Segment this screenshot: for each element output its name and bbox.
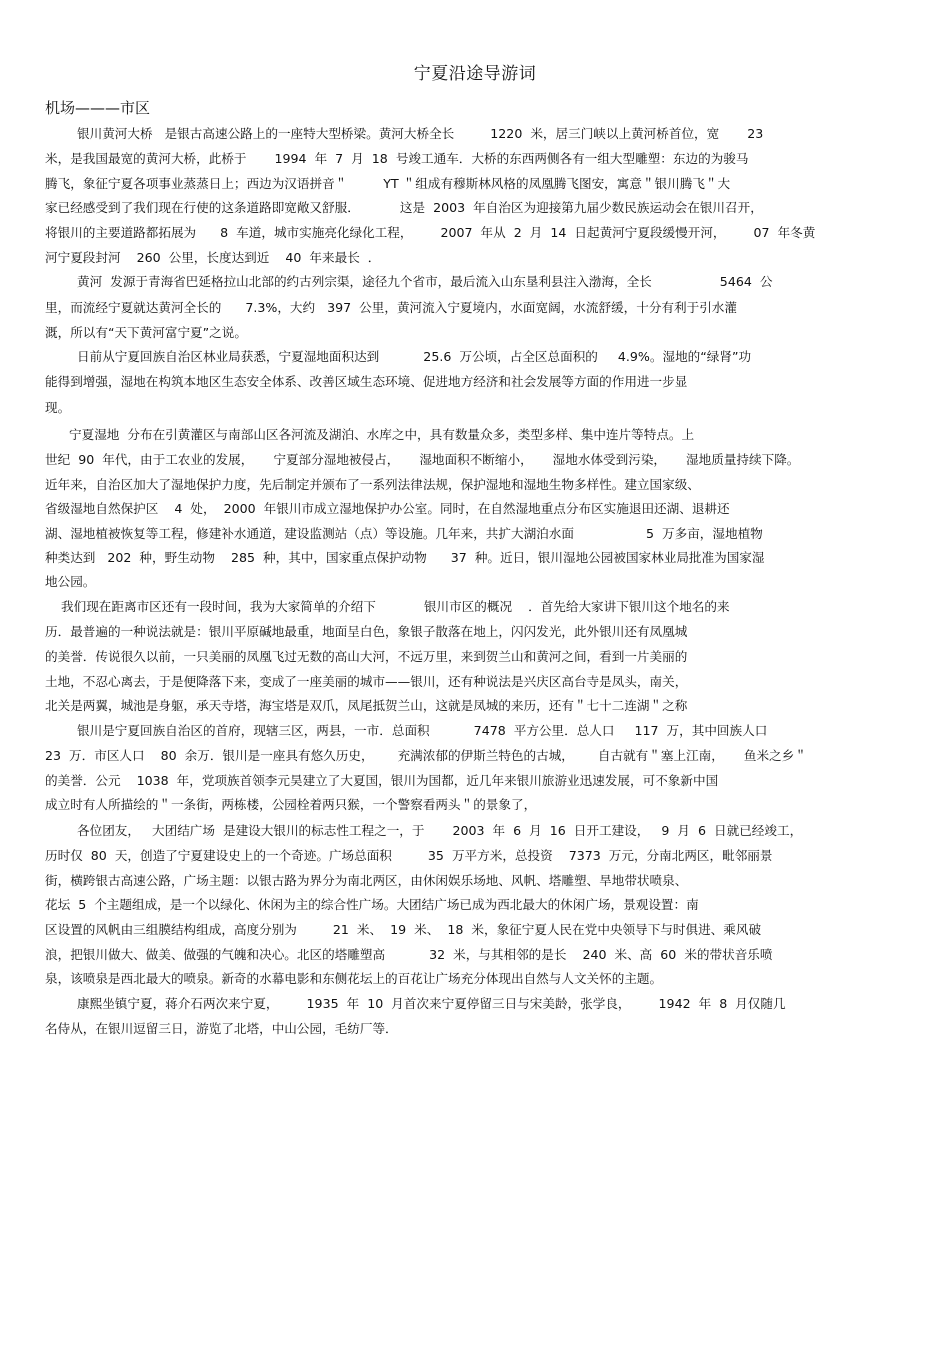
paragraph-line: 历．最普遍的一种说法就是：银川平原碱地最重，地面呈白色，象银子散落在地上，闪闪发光，此外银川还有凤凰城 [45, 624, 688, 639]
paragraph-line: 能得到增强，湿地在构筑本地区生态安全体系、改善区域生态环境、促进地方经济和社会发展等方面的作用进一步显 [45, 374, 688, 389]
paragraph-line: 花坛 5 个主题组成，是一个以绿化、休闲为主的综合性广场。大团结广场已成为西北最大的休闲广场，景观设置：南 [45, 897, 699, 912]
paragraph-line: 23 万．市区人口 80 余万．银川是一座具有悠久历史， 充满浓郁的伊斯兰特色的古城， 自古就有＂塞上江南， 鱼米之乡＂ [45, 748, 807, 763]
paragraph-line: 将银川的主要道路都拓展为 8 车道，城市实施亮化绿化工程， 2007 年从 2 月 14 日起黄河宁夏段缓慢开河， 07 年冬黄 [45, 225, 816, 240]
paragraph-line: 世纪 90 年代，由于工农业的发展， 宁夏部分湿地被侵占， 湿地面积不断缩小， 湿地水体受到污染， 湿地质量持续下降。 [45, 452, 800, 467]
paragraph-line: 湖、湿地植被恢复等工程，修建补水通道，建设监测站（点）等设施。几年来，共扩大湖泊水面 5 万多亩，湿地植物 [45, 526, 763, 541]
paragraph-line: 成立时有人所描绘的＂一条街，两栋楼，公园栓着两只猴，一个警察看两头＂的景象了， [45, 797, 537, 812]
paragraph-line: 种类达到 202 种，野生动物 285 种，其中，国家重点保护动物 37 种。近日，银川湿地公园被国家林业局批准为国家湿 [45, 550, 765, 565]
paragraph-line: 历时仅 80 天，创造了宁夏建设史上的一个奇迹。广场总面积 35 万平方米，总投资 7373 万元，分南北两区，毗邻丽景 [45, 848, 773, 863]
paragraph-line: 腾飞，象征宁夏各项事业蒸蒸日上；西边为汉语拼音＂ YT ＂组成有穆斯林风格的凤凰腾飞图安，寓意＂银川腾飞＂大 [45, 176, 731, 191]
paragraph-line: 日前从宁夏回族自治区林业局获悉，宁夏湿地面积达到 25.6 万公顷，占全区总面积的 4.9%。湿地的“绿肾”功 [45, 349, 752, 364]
paragraph-line: 里，而流经宁夏就达黄河全长的 7.3%，大约 397 公里，黄河流入宁夏境内，水面宽阔，水流舒缓，十分有利于引水灌 [45, 300, 737, 315]
paragraph-line: 康熙坐镇宁夏，蒋介石两次来宁夏， 1935 年 10 月首次来宁夏停留三日与宋美龄，张学良， 1942 年 8 月仅随几 [45, 996, 786, 1011]
paragraph-line: 名侍从，在银川逗留三日，游览了北塔，中山公园，毛纺厂等． [45, 1021, 398, 1036]
paragraph-line: 银川黄河大桥 是银古高速公路上的一座特大型桥梁。黄河大桥全长 1220 米，居三门峡以上黄河桥首位，宽 23 [45, 126, 764, 141]
paragraph-line: 浪，把银川做大、做美、做强的气魄和决心。北区的塔雕塑高 32 米，与其相邻的是长 240 米、高 60 米的带状音乐喷 [45, 947, 773, 962]
paragraph-line: 溉，所以有“天下黄河富宁夏”之说。 [45, 325, 247, 340]
paragraph-line: 我们现在距离市区还有一段时间，我为大家简单的介绍下 银川市区的概况 ．首先给大家讲下银川这个地名的来 [45, 599, 730, 614]
paragraph-line: 河宁夏段封河 260 公里，长度达到近 40 年来最长 ． [45, 250, 381, 265]
paragraph-line: 的美誉．传说很久以前，一只美丽的凤凰飞过无数的高山大河，不远万里，来到贺兰山和黄河之间，看到一片美丽的 [45, 649, 688, 664]
paragraph-line: 泉，该喷泉是西北最大的喷泉。新奇的水幕电影和东侧花坛上的百花让广场充分体现出自然与人文关怀的主题。 [45, 971, 663, 986]
paragraph-line: 近年来，自治区加大了湿地保护力度，先后制定并颁布了一系列法律法规，保护湿地和湿地生物多样性。建立国家级、 [45, 477, 700, 492]
paragraph-line: 北关是两翼，城池是身躯，承天寺塔，海宝塔是双爪，凤尾抵贺兰山，这就是凤城的来历，还有＂七十二连湖＂之称 [45, 698, 688, 713]
paragraph-line: 土地，不忍心离去，于是便降落下来，变成了一座美丽的城市——银川，还有种说法是兴庆区高台寺是凤头，南关， [45, 674, 688, 689]
paragraph-line: 街，横跨银古高速公路，广场主题：以银古路为界分为南北两区，由休闲娱乐场地、风帆、塔雕塑、旱地带状喷泉、 [45, 873, 688, 888]
paragraph-line: 现。 [45, 400, 71, 415]
paragraph-line: 地公园。 [45, 574, 96, 589]
paragraph-line: 米，是我国最宽的黄河大桥，此桥于 1994 年 7 月 18 号竣工通车．大桥的东西两侧各有一组大型雕塑：东边的为骏马 [45, 151, 749, 166]
paragraph-line: 黄河 发源于青海省巴延格拉山北部的约古列宗渠，途径九个省市，最后流入山东垦利县注入渤海，全长 5464 公 [45, 274, 773, 289]
paragraph-line: 宁夏湿地 分布在引黄灌区与南部山区各河流及湖泊、水库之中，具有数量众多，类型多样、集中连片等特点。上 [45, 427, 695, 442]
paragraph-line: 家已经感受到了我们现在行使的这条道路即宽敞又舒服． 这是 2003 年自治区为迎接第九届少数民族运动会在银川召开， [45, 200, 763, 215]
paragraph-line: 的美誉．公元 1038 年，党项族首领李元昊建立了大夏国，银川为国都，近几年来银川旅游业迅速发展，可不象新中国 [45, 773, 719, 788]
paragraph-line: 银川是宁夏回族自治区的首府，现辖三区，两县，一市．总面积 7478 平方公里．总人口 117 万，其中回族人口 [45, 723, 768, 738]
document-title: 宁夏沿途导游词 [413, 64, 537, 84]
paragraph-line: 省级湿地自然保护区 4 处， 2000 年银川市成立湿地保护办公室。同时，在自然湿地重点分布区实施退田还湖、退耕还 [45, 501, 730, 516]
paragraph-line: 各位团友， 大团结广场 是建设大银川的标志性工程之一，于 2003 年 6 月 16 日开工建设， 9 月 6 日就已经竣工， [45, 823, 803, 838]
paragraph-line: 区设置的风帆由三组膜结构组成，高度分别为 21 米、 19 米、 18 米，象征宁夏人民在党中央领导下与时俱进、乘风破 [45, 922, 762, 937]
section-heading: 机场———市区 [45, 99, 151, 117]
